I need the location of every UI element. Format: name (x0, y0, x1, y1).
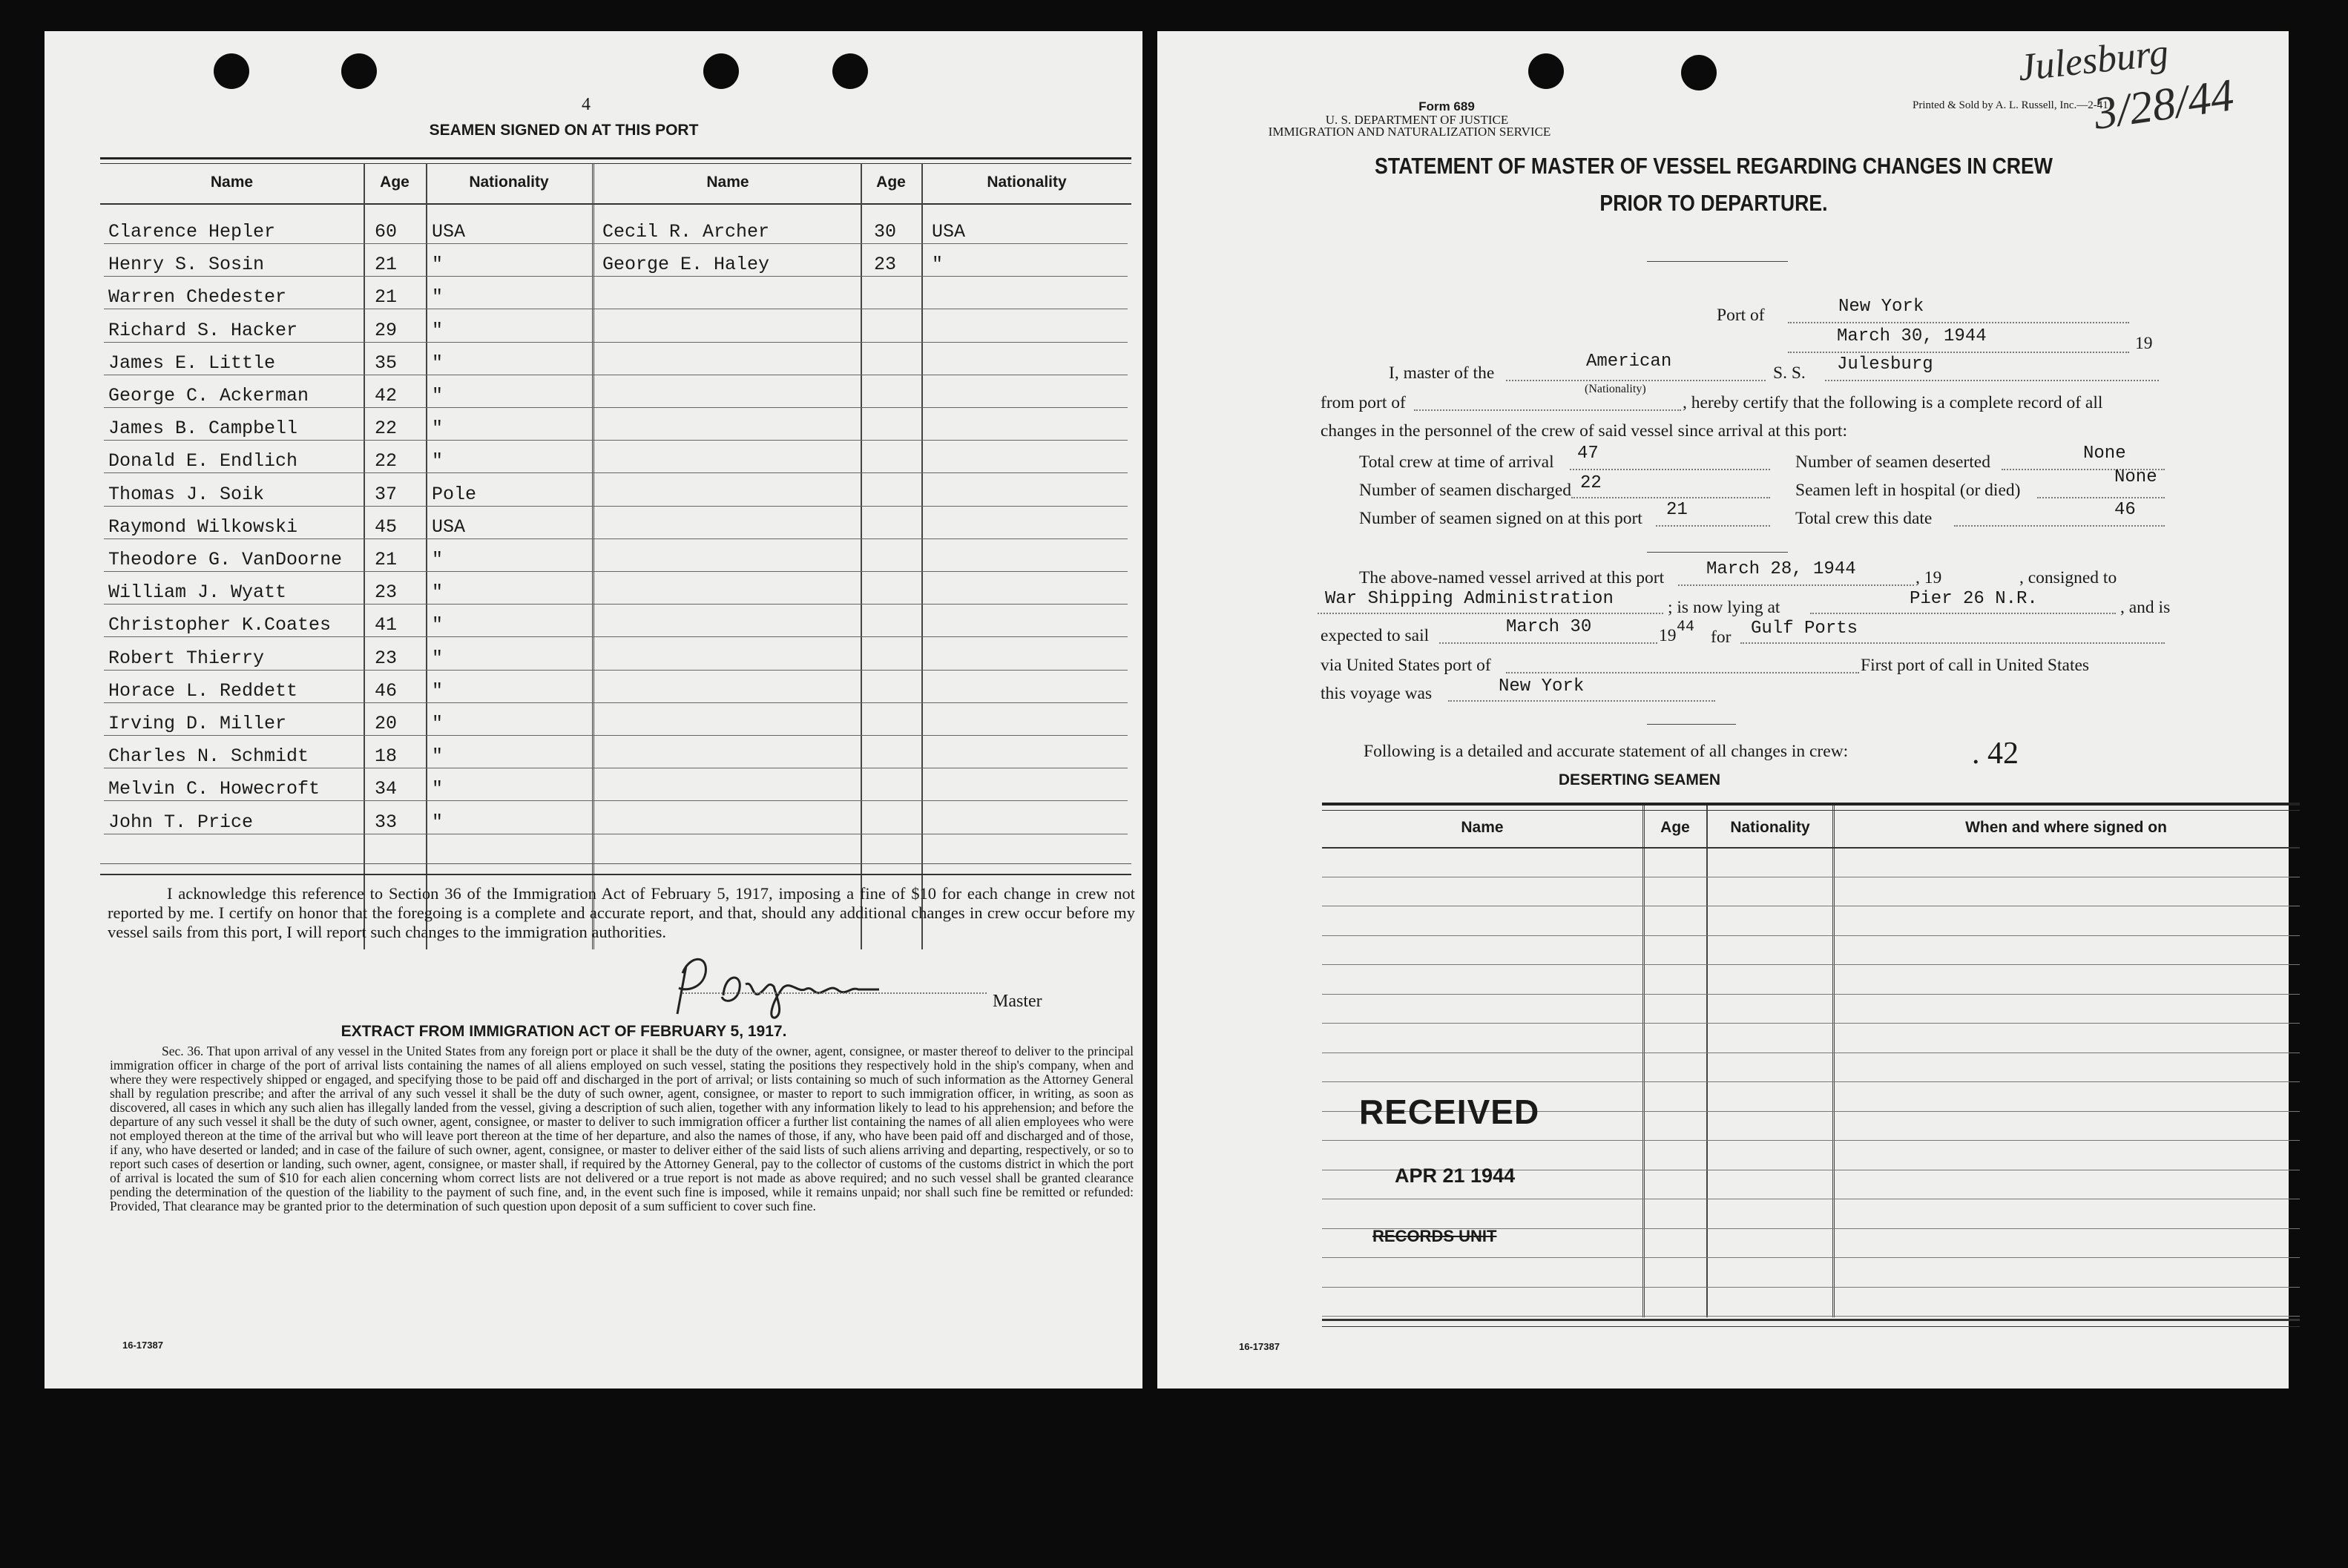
crew-nationality: " (432, 745, 444, 768)
for-label: for (1711, 627, 1732, 647)
crew-name: Donald E. Endlich (108, 450, 298, 472)
table-row (1322, 1257, 2300, 1258)
handwritten-vessel: Julesburg (2016, 31, 2171, 90)
right-page (1157, 31, 2289, 1389)
footer-code: 16-17387 (1239, 1341, 1280, 1352)
crew-nationality: " (432, 713, 444, 734)
header-name-2: Name (706, 174, 749, 191)
crew-nationality-2: USA (932, 221, 966, 243)
table-row (45, 410, 1142, 443)
crew-nationality: " (432, 778, 444, 800)
vessel-value: Julesburg (1837, 355, 1933, 375)
signed-on-label: Number of seamen signed on at this port (1359, 509, 1642, 528)
form-number: Form 689 (1418, 99, 1475, 113)
crew-nationality: " (432, 679, 444, 702)
punch-hole (341, 53, 377, 89)
crew-age: 23 (375, 582, 398, 604)
header-name-1: Name (210, 174, 254, 191)
crew-nationality: " (432, 450, 444, 472)
expected-year-label: 19 (1659, 626, 1677, 645)
crew-nationality: " (432, 549, 444, 570)
crew-nationality-2: " (932, 254, 944, 276)
received-stamp-date: APR 21 1944 (1395, 1165, 1516, 1187)
table-row (1322, 1081, 2300, 1082)
crew-nationality: " (432, 614, 444, 636)
arrived-year-label: , 19 (1915, 568, 1942, 587)
footer-code: 16-17387 (122, 1340, 163, 1351)
crew-name: Melvin C. Howecroft (108, 778, 320, 800)
lying-label: ; is now lying at (1668, 598, 1780, 617)
crew-age-2: 30 (874, 221, 897, 243)
crew-nationality: " (432, 385, 444, 406)
header-age-2: Age (876, 174, 906, 191)
crew-name: Charles N. Schmidt (108, 745, 309, 768)
form-title-line-2: PRIOR TO DEPARTURE. (1599, 190, 1828, 216)
from-port-label: from port of (1321, 393, 1406, 412)
total-arrival-label: Total crew at time of arrival (1359, 452, 1554, 472)
crew-age: 41 (375, 614, 398, 636)
extract-text: Sec. 36. That upon arrival of any vessel in the United States from any foreign port or place it shall be the duty of the owner, agent, consignee, or master thereof to deliver to the principal immigration officer in charge of the port of arrival lists containing the names of all aliens employed on such vessel, stating the positions they respectively hold in the ship's company, when and where they were respectively shipped or engaged, and specifying those to be paid off and discharged in the port of arrival; or lists containing so much of such information as the Attorney General shall by regulation prescribe; and after the arrival of any such vessel it shall be the duty of such owner, agent, consignee, or master to report to such immigration officer, in writing, as soon as discovered, all cases in which any such alien has illegally landed from the vessel, giving a description of such alien, together with any information likely to lead to his apprehension; and before the departure of any such vessel it shall be the duty of such owner, agent, consignee, or master to deliver to such immigration officer a further list containing the names of all alien employees who were not employed thereon at the time of the arrival but who will leave port thereon at the time of her departure, and also the names of those, if any, who have been paid off and discharged and of those, if any, who have deserted or landed; and in case of the failure of such owner, agent, consignee, or master to deliver either of the said lists of such aliens arriving and departing, respectively, or so to report such cases of desertion or landing, such owner, agent, consignee, or master shall, if required by the Attorney General, pay to the collector of customs of the customs district in which the port of arrival is located the sum of $10 for each alien concerning whom correct lists are not delivered or a true report is not made as above required; and no such vessel shall be granted clearance pending the determination of the question of the liability to the payment of such fine, and, in the event such fine is imposed, while it remains unpaid; nor shall such fine be remitted or refunded: Provided, That clearance may be granted prior to the determination of such question upon deposit of a sum sufficient to cover such fine. (110, 1044, 1134, 1213)
punch-hole (214, 53, 249, 89)
crew-name: Irving D. Miller (108, 713, 287, 734)
crew-age: 21 (375, 254, 398, 276)
table-row (45, 673, 1142, 705)
desert-header-when-where: When and where signed on (1965, 819, 2167, 836)
table-row (45, 541, 1142, 574)
crew-age: 34 (375, 778, 398, 800)
crew-age: 20 (375, 713, 398, 734)
date-value: March 30, 1944 (1837, 326, 1987, 346)
crew-age: 46 (375, 679, 398, 702)
crew-age: 45 (375, 515, 398, 538)
crew-name: Christopher K.Coates (108, 614, 332, 636)
crew-nationality: USA (432, 515, 466, 538)
port-value: New York (1838, 297, 1924, 317)
crew-name: William J. Wyatt (108, 582, 287, 604)
table-row (45, 279, 1142, 312)
table-row (45, 312, 1142, 345)
table-row (1322, 1023, 2300, 1024)
table-row (1322, 935, 2300, 936)
table-row (1322, 964, 2300, 965)
crew-age: 29 (375, 319, 398, 341)
arrived-label: The above-named vessel arrived at this port (1359, 568, 1665, 587)
table-row (1322, 994, 2300, 995)
received-stamp-unit: RECORDS UNIT (1372, 1227, 1497, 1245)
master-of-label: I, master of the (1389, 363, 1495, 383)
acknowledgment-text: I acknowledge this reference to Section 36 of the Immigration Act of February 5, 1917, imposing a fine of $10 for each change in crew not reported by me. I certify on honor that the foregoing is a complete and accurate report, and that, should any additional changes in crew occur before my vessel sails from this port, I will report such changes to the immigration authorities. (108, 884, 1135, 941)
desert-header-nationality: Nationality (1730, 819, 1810, 836)
extract-title: EXTRACT FROM IMMIGRATION ACT OF FEBRUARY 5, 1917. (341, 1023, 787, 1040)
crew-age: 23 (375, 647, 398, 669)
crew-name-2: Cecil R. Archer (602, 221, 770, 243)
consigned-label: , consigned to (2019, 568, 2117, 587)
table-row (45, 771, 1142, 803)
table-row (45, 214, 1142, 246)
deserted-label: Number of seamen deserted (1795, 452, 1990, 472)
total-date-value: 46 (2114, 500, 2136, 520)
crew-nationality: " (432, 352, 444, 374)
table-row (45, 804, 1142, 837)
hospital-value: None (2114, 467, 2157, 487)
crew-nationality: " (432, 319, 444, 341)
table-row (45, 640, 1142, 673)
expected-value: March 30 (1506, 617, 1592, 637)
nationality-value: American (1586, 352, 1672, 372)
crew-name: Warren Chedester (108, 286, 287, 309)
handwritten-date: 3/28/44 (2091, 70, 2237, 139)
punch-hole (1681, 55, 1717, 90)
crew-name: Henry S. Sosin (108, 254, 265, 276)
total-date-label: Total crew this date (1795, 509, 1933, 528)
crew-age: 18 (375, 745, 398, 768)
table-row (45, 246, 1142, 279)
table-row (45, 607, 1142, 639)
hospital-label: Seamen left in hospital (or died) (1795, 481, 2021, 500)
nationality-caption: (Nationality) (1585, 383, 1646, 395)
changes-text: changes in the personnel of the crew of said vessel since arrival at this port: (1321, 421, 1847, 441)
table-row (45, 738, 1142, 771)
crew-age: 33 (375, 811, 398, 833)
master-signature (657, 943, 968, 1025)
table-row (45, 476, 1142, 509)
via-label: via United States port of (1321, 656, 1491, 675)
crew-age: 22 (375, 418, 398, 440)
crew-nationality: " (432, 418, 444, 440)
crew-name: Thomas J. Soik (108, 483, 265, 505)
discharged-label: Number of seamen discharged (1359, 481, 1572, 500)
table-row (1322, 1316, 2300, 1317)
handwritten-42: . 42 (1972, 737, 2019, 771)
expected-label: expected to sail (1321, 626, 1430, 645)
table-row (45, 443, 1142, 475)
form-title-line-1: STATEMENT OF MASTER OF VESSEL REGARDING CHANGES IN CREW (1375, 153, 2053, 179)
and-is-label: , and is (2120, 598, 2171, 617)
lying-value: Pier 26 N.R. (1910, 589, 2038, 609)
ss-label: S. S. (1773, 363, 1806, 383)
expected-year-value: 44 (1677, 619, 1695, 636)
table-row (1322, 1140, 2300, 1141)
crew-age: 60 (375, 221, 398, 243)
for-value: Gulf Ports (1751, 619, 1858, 639)
punch-hole (703, 53, 739, 89)
following-text: Following is a detailed and accurate statement of all changes in crew: (1364, 742, 1849, 761)
crew-nationality: " (432, 582, 444, 604)
punch-hole (1528, 53, 1564, 89)
punch-hole (832, 53, 868, 89)
service: IMMIGRATION AND NATURALIZATION SERVICE (1268, 125, 1551, 139)
crew-nationality: USA (432, 221, 466, 243)
crew-name-2: George E. Haley (602, 254, 770, 276)
table-row (45, 705, 1142, 738)
table-row (45, 378, 1142, 410)
crew-age: 35 (375, 352, 398, 374)
port-label: Port of (1717, 306, 1765, 325)
crew-name: Horace L. Reddett (108, 679, 298, 702)
department: U. S. DEPARTMENT OF JUSTICE (1325, 113, 1509, 127)
crew-name: Robert Thierry (108, 647, 265, 669)
desert-header-age: Age (1660, 819, 1690, 836)
crew-nationality: " (432, 254, 444, 276)
crew-nationality: " (432, 811, 444, 833)
crew-name: Raymond Wilkowski (108, 515, 298, 538)
table-row (45, 345, 1142, 378)
voyage-value: New York (1499, 676, 1585, 696)
crew-name: George C. Ackerman (108, 385, 309, 406)
date-suffix: 19 (2135, 334, 2153, 353)
crew-nationality: " (432, 647, 444, 669)
consignee-value: War Shipping Administration (1325, 589, 1614, 609)
header-nationality-1: Nationality (469, 174, 549, 191)
section-title: SEAMEN SIGNED ON AT THIS PORT (429, 122, 699, 139)
crew-age: 21 (375, 549, 398, 570)
left-page (45, 31, 1142, 1389)
crew-age-2: 23 (874, 254, 897, 276)
table-row (1322, 1287, 2300, 1288)
crew-name: Richard S. Hacker (108, 319, 298, 341)
total-arrival-value: 47 (1577, 444, 1599, 464)
arrived-value: March 28, 1944 (1706, 559, 1856, 579)
crew-age: 21 (375, 286, 398, 309)
crew-name: Theodore G. VanDoorne (108, 549, 343, 570)
signed-on-value: 21 (1666, 500, 1688, 520)
desert-header-name: Name (1461, 819, 1504, 836)
first-call-label: First port of call in United States (1861, 656, 2090, 675)
crew-name: James E. Little (108, 352, 276, 374)
table-row (45, 509, 1142, 541)
printer-credit: Printed & Sold by A. L. Russell, Inc.—2-41 (1913, 99, 2108, 111)
crew-nationality: " (432, 286, 444, 309)
page-number: 4 (582, 95, 591, 114)
crew-name: James B. Campbell (108, 418, 298, 440)
crew-nationality: Pole (432, 483, 477, 505)
discharged-value: 22 (1580, 473, 1602, 493)
crew-name: John T. Price (108, 811, 254, 833)
deserting-title: DESERTING SEAMEN (1558, 771, 1721, 788)
crew-age: 37 (375, 483, 398, 505)
crew-name: Clarence Hepler (108, 221, 276, 243)
crew-age: 22 (375, 450, 398, 472)
header-nationality-2: Nationality (987, 174, 1067, 191)
header-age-1: Age (380, 174, 410, 191)
crew-age: 42 (375, 385, 398, 406)
table-row (45, 574, 1142, 607)
deserted-value: None (2083, 444, 2126, 464)
voyage-label: this voyage was (1321, 684, 1433, 703)
master-label: Master (993, 992, 1042, 1011)
certify-text: , hereby certify that the following is a complete record of all (1683, 393, 2103, 412)
received-stamp: RECEIVED (1359, 1093, 1540, 1131)
